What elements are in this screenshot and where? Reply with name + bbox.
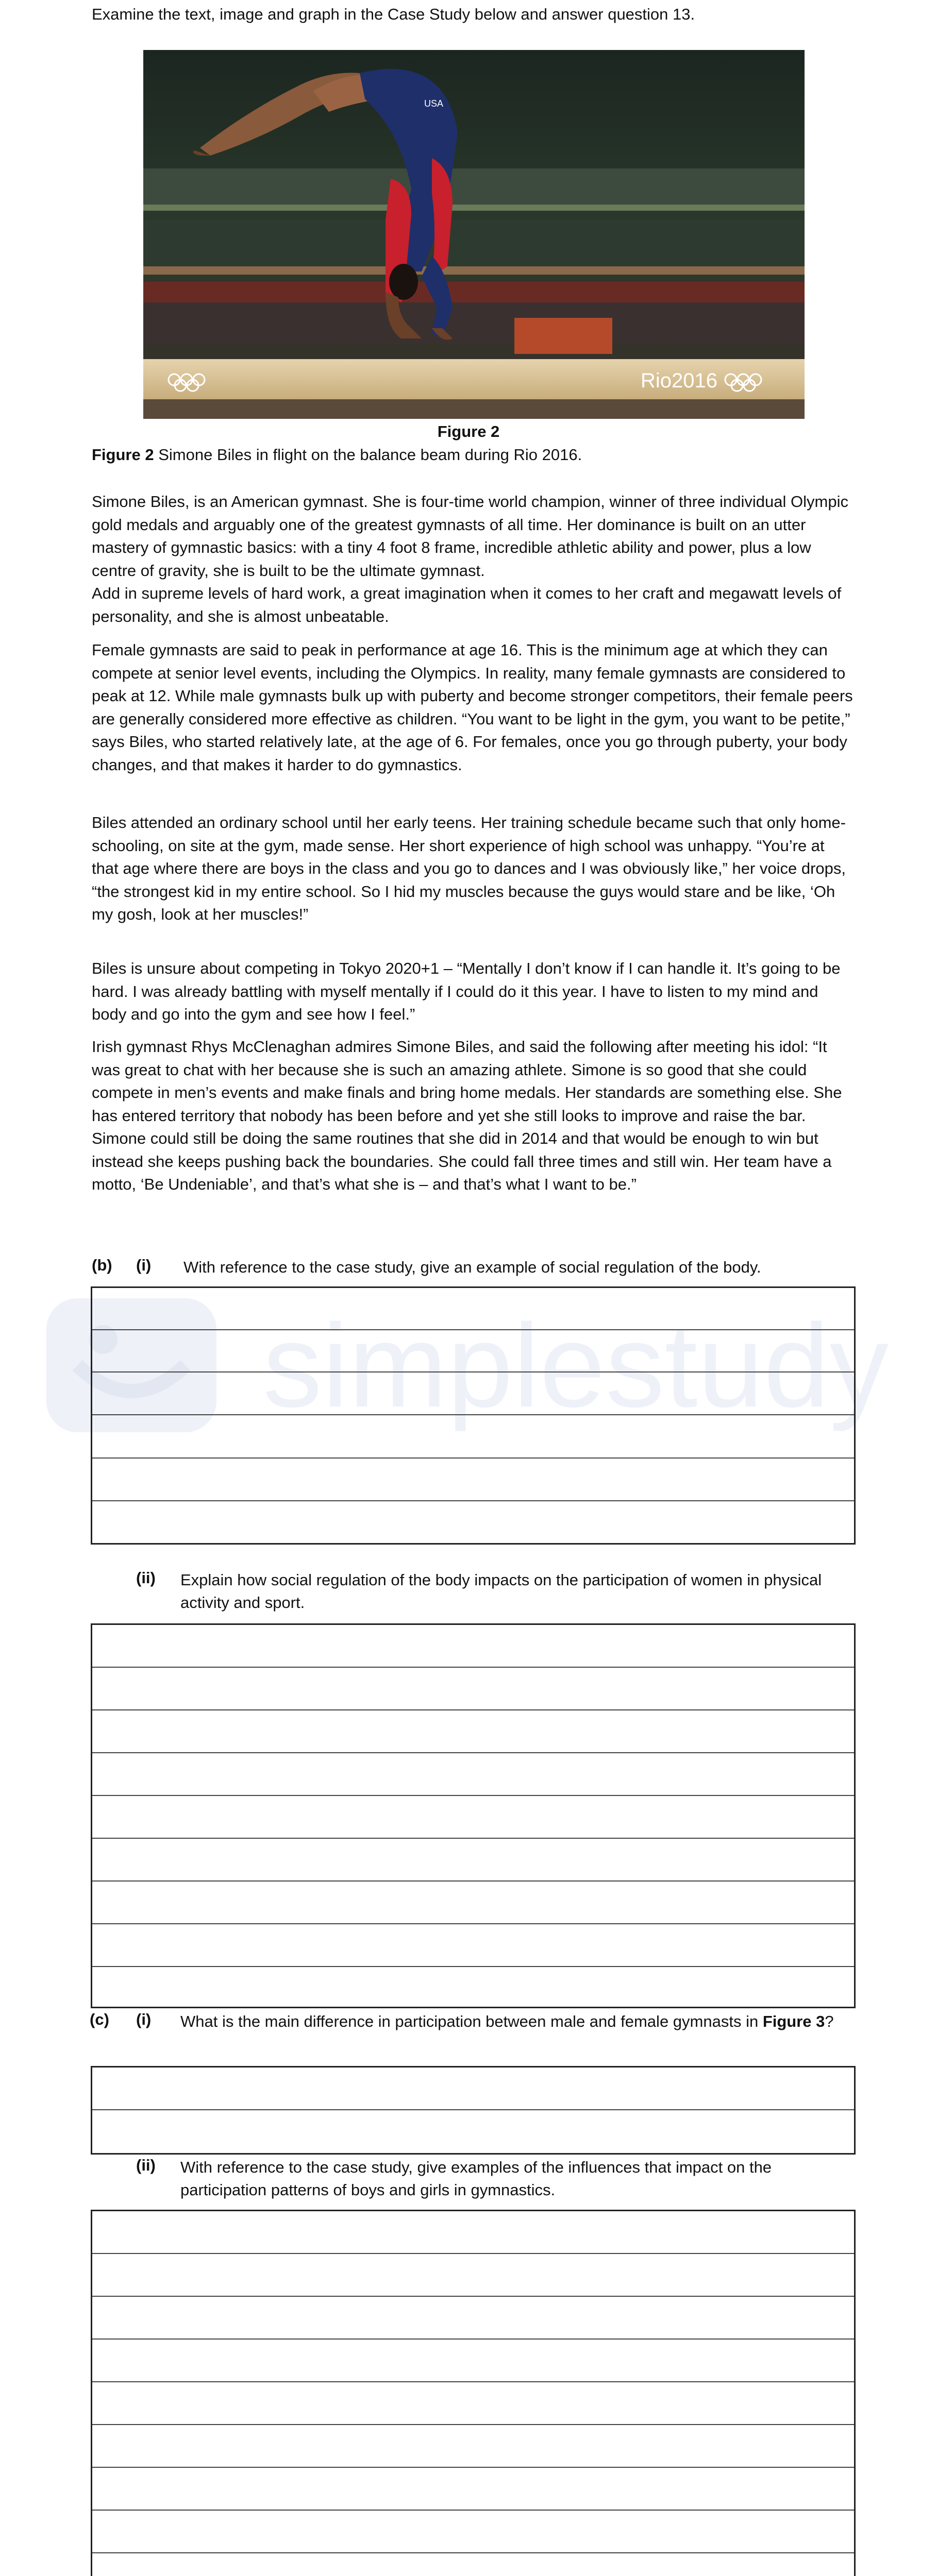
answer-line[interactable] (92, 1501, 854, 1543)
answer-box-b-ii[interactable] (91, 1623, 856, 2008)
answer-line[interactable] (92, 1839, 854, 1882)
intro-text: Examine the text, image and graph in the Case Study below and answer question 13. (92, 5, 695, 23)
case-study-paragraph-1 (92, 490, 855, 628)
question-b-i-text: With reference to the case study, give an example of social regulation of the body. (183, 1258, 761, 1276)
figure-caption-text: Simone Biles in flight on the balance beam during Rio 2016. (154, 446, 582, 464)
figure-2-photo (143, 50, 805, 419)
question-b-ii-label: (ii) (136, 1569, 156, 1587)
question-c-label: (c) (90, 2010, 109, 2028)
answer-line[interactable] (92, 1668, 854, 1710)
answer-line[interactable] (92, 1882, 854, 1924)
answer-line[interactable] (92, 1753, 854, 1796)
figure-caption-label: Figure 2 (92, 446, 154, 464)
answer-line[interactable] (92, 1967, 854, 2010)
answer-line[interactable] (92, 2425, 854, 2468)
answer-line[interactable] (92, 2511, 854, 2553)
answer-box-c-ii[interactable] (91, 2210, 856, 2576)
answer-line[interactable] (92, 1415, 854, 1459)
answer-line[interactable] (92, 2553, 854, 2576)
question-c-ii-label: (ii) (136, 2156, 156, 2174)
answer-box-b-i[interactable] (91, 1286, 856, 1545)
beam-logo-text: Rio2016 (641, 369, 718, 392)
paragraph-1-text: Simone Biles, is an American gymnast. She is four-time world champion, winner of three individual Olympic gold medals and arguably one of the greatest gymnasts of all time. Her dominance is built on an utter mastery of gymnastic basics: with a tiny 4 foot 8 frame, incredible athletic ability and power, plus a low centre of gravity, she is built to be the ultimate gymnast. (92, 493, 848, 580)
leotard-text: USA (424, 98, 444, 109)
answer-line[interactable] (92, 1330, 854, 1372)
paragraph-1b-text: Add in supreme levels of hard work, a great imagination when it comes to her craft and megawatt levels of personality, and she is almost unbeatable. (92, 584, 842, 625)
answer-line[interactable] (92, 1796, 854, 1839)
question-c-i-label: (i) (136, 2010, 152, 2028)
answer-line[interactable] (92, 2468, 854, 2511)
answer-line[interactable] (92, 1924, 854, 1967)
answer-line[interactable] (92, 2211, 854, 2254)
answer-line[interactable] (92, 2067, 854, 2110)
answer-line[interactable] (92, 1288, 854, 1330)
answer-line[interactable] (92, 1710, 854, 1753)
case-study-paragraph-2: Female gymnasts are said to peak in performance at age 16. This is the minimum age at which they can compete at senior level events, including the Olympics. In reality, many female gymnasts are considered to peak at 12. While male gymnasts bulk up with puberty and become stronger competitors, their female peers are generally considered more effective as children. “You want to be light in the gym, you want to be petite,” says Biles, who started relatively late, at the age of 6. For females, once you go through puberty, your body changes, and that makes it harder to do gymnastics. (92, 641, 853, 774)
question-b-label: (b) (92, 1256, 112, 1274)
question-b-i-label: (i) (136, 1256, 152, 1274)
question-b-ii-text: Explain how social regulation of the body impacts on the participation of women in physical activity and sport. (180, 1571, 822, 1612)
answer-line[interactable] (92, 1625, 854, 1668)
case-study-paragraph-3: Biles attended an ordinary school until her early teens. Her training schedule became such that only home-schooling, on site at the gym, made sense. Her short experience of high school was unhappy. “You’re at that age where there are boys in the class and you go to dances and I was obviously like,” her voice drops, “the strongest kid in my entire school. So I hid my muscles because the guys would stare and be like, ‘Oh my gosh, look at her muscles!” (92, 814, 846, 923)
answer-line[interactable] (92, 2382, 854, 2425)
answer-line[interactable] (92, 2110, 854, 2153)
answer-line[interactable] (92, 1459, 854, 1501)
watermark-text: simplestudy (263, 1299, 889, 1432)
figure-label: Figure 2 (437, 422, 500, 440)
case-study-paragraph-5: Irish gymnast Rhys McClenaghan admires Simone Biles, and said the following after meeting his idol: “It was great to chat with her because she is such an amazing athlete. Simone is so good that she could compete in men’s events and make finals and bring home medals. Her standards are something else. She has entered territory that nobody has been before and yet she still looks to improve and raise the bar. Simone could still be doing the same routines that she did in 2014 and that would be enough to win but instead she keeps pushing back the boundaries. She could fall three times and still win. Her team have a motto, ‘Be Undeniable’, and that’s what she is – and that’s what I want to be.” (92, 1038, 842, 1193)
figure-3-reference: Figure 3 (762, 2012, 825, 2030)
case-study-paragraph-4: Biles is unsure about competing in Tokyo 2020+1 – “Mentally I don’t know if I can handle it. It’s going to be hard. I was already battling with myself mentally if I could do it this year. I have to listen to my mind and body and go into the gym and see how I feel.” (92, 959, 841, 1023)
figure-caption (92, 446, 582, 464)
question-c-i-text: What is the main difference in participation between male and female gymnasts in Figure 3? (180, 2012, 834, 2030)
question-c-ii-text: With reference to the case study, give examples of the influences that impact on the participation patterns of boys and girls in gymnastics. (180, 2158, 772, 2199)
answer-line[interactable] (92, 2297, 854, 2340)
answer-line[interactable] (92, 2340, 854, 2382)
answer-box-c-i[interactable] (91, 2066, 856, 2155)
answer-line[interactable] (92, 1372, 854, 1415)
answer-line[interactable] (92, 2254, 854, 2297)
